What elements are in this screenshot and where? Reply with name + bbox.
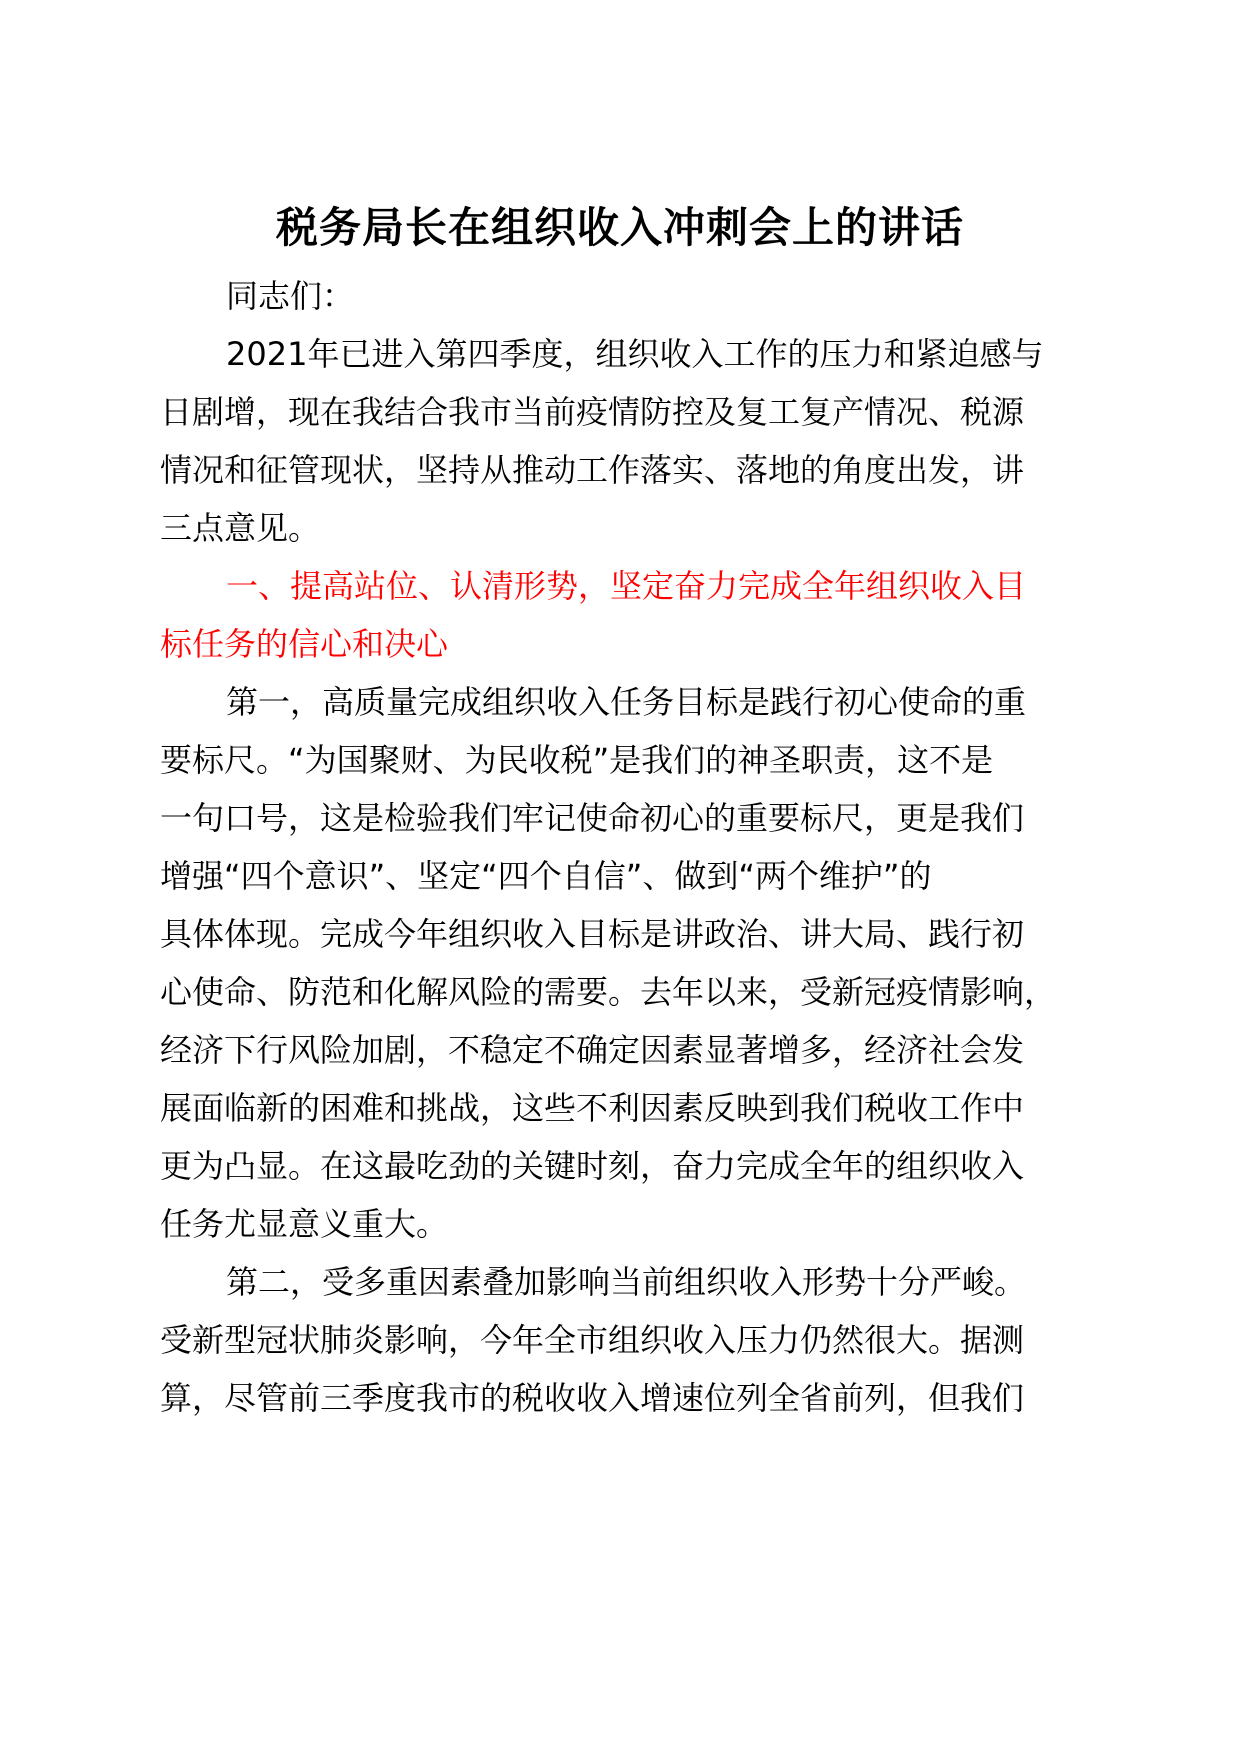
paragraph-line: 日剧增，现在我结合我市当前疫情防控及复工复产情况、税源 (160, 393, 1025, 431)
paragraph-line: 展面临新的困难和挑战，这些不利因素反映到我们税收工作中 (160, 1089, 1025, 1127)
paragraph-line: 任务尤显意义重大。 (160, 1205, 449, 1243)
paragraph-line: 更为凸显。在这最吃劲的关键时刻，奋力完成全年的组织收入 (160, 1147, 1025, 1185)
paragraph-line: 增强“四个意识”、坚定“四个自信”、做到“两个维护”的 (160, 857, 932, 895)
section-heading: 一、提高站位、认清形势，坚定奋力完成全年组织收入目 (226, 567, 1027, 605)
paragraph-line: 情况和征管现状，坚持从推动工作落实、落地的角度出发，讲 (160, 451, 1025, 489)
paragraph-line: 第二，受多重因素叠加影响当前组织收入形势十分严峻。 (226, 1263, 1027, 1301)
paragraph-line: 要标尺。“为国聚财、为民收税”是我们的神圣职责，这不是 (160, 741, 994, 779)
paragraph-line: 2021年已进入第四季度，组织收入工作的压力和紧迫感与 (226, 335, 1044, 373)
paragraph-line: 经济下行风险加剧，不稳定不确定因素显著增多，经济社会发 (160, 1031, 1025, 1069)
paragraph-line: 心使命、防范和化解风险的需要。去年以来，受新冠疫情影响， (160, 973, 1057, 1011)
document-title: 税务局长在组织收入冲刺会上的讲话 (275, 203, 964, 252)
section-heading: 标任务的信心和决心 (160, 625, 449, 663)
paragraph-line: 第一，高质量完成组织收入任务目标是践行初心使命的重 (226, 683, 1027, 721)
paragraph-line: 受新型冠状肺炎影响，今年全市组织收入压力仍然很大。据测 (160, 1321, 1025, 1359)
salutation: 同志们： (226, 277, 355, 315)
paragraph-line: 具体体现。完成今年组织收入目标是讲政治、讲大局、践行初 (160, 915, 1025, 953)
paragraph-line: 三点意见。 (160, 509, 321, 547)
paragraph-line: 算，尽管前三季度我市的税收收入增速位列全省前列，但我们 (160, 1379, 1025, 1417)
paragraph-line: 一句口号，这是检验我们牢记使命初心的重要标尺，更是我们 (160, 799, 1025, 837)
